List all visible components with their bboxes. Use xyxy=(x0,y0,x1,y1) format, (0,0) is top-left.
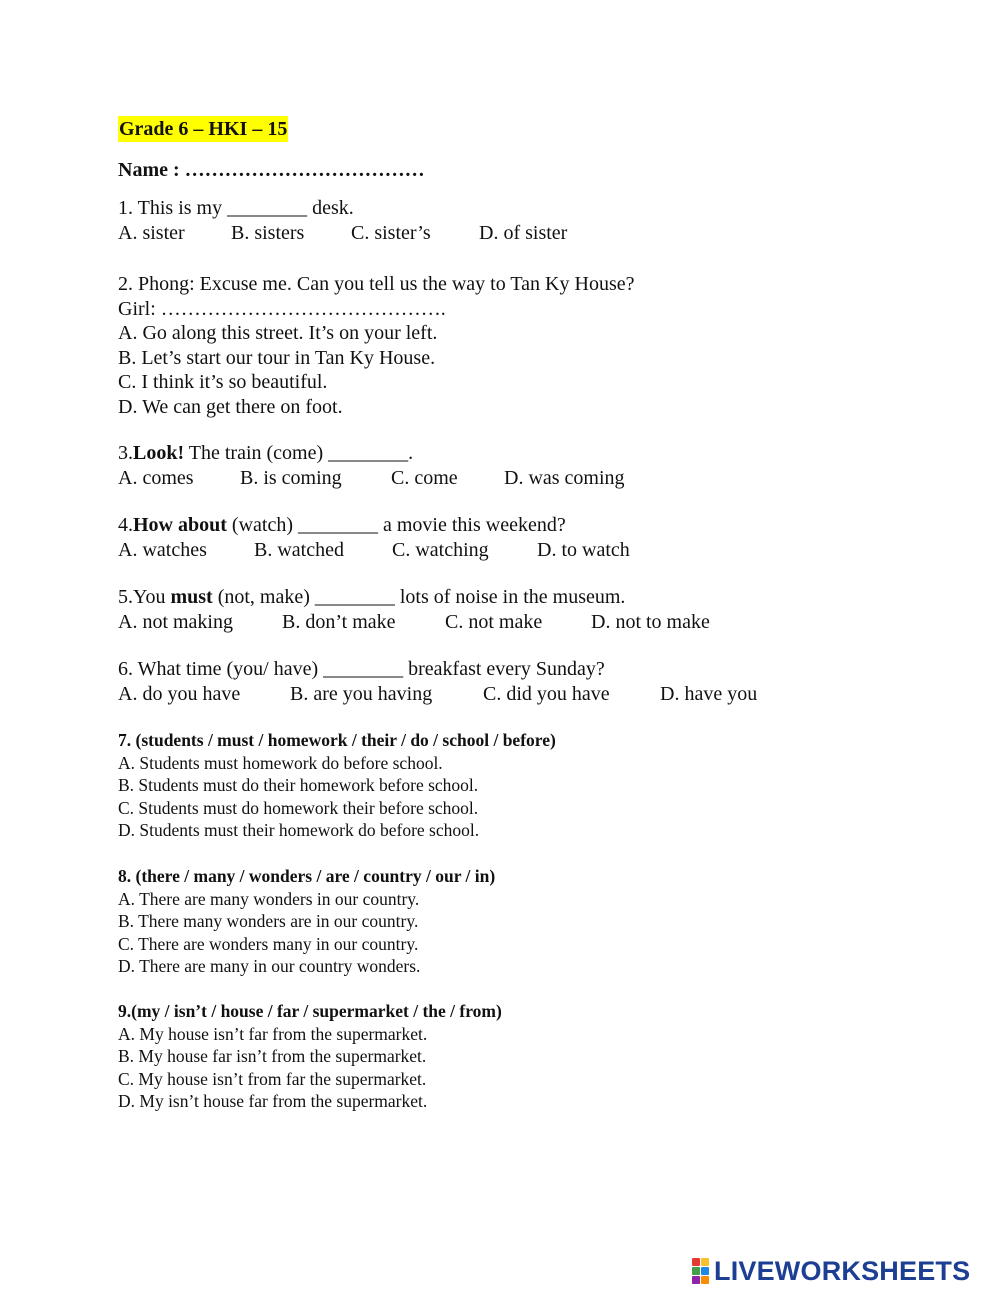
option-d[interactable]: D. not to make xyxy=(591,610,710,633)
question-4-keyword: How about xyxy=(133,514,227,536)
option-a[interactable]: A. Go along this street. It’s on your left. xyxy=(118,322,438,344)
option-d[interactable]: D. of sister xyxy=(479,221,568,244)
option-d[interactable]: D. have you xyxy=(660,682,758,705)
question-4-stem xyxy=(118,513,630,538)
question-5-keyword: must xyxy=(170,586,213,608)
option-b[interactable]: B. sisters xyxy=(231,221,305,244)
question-6 xyxy=(118,657,757,706)
option-a[interactable]: A. sister xyxy=(118,221,185,244)
option-d[interactable]: D. We can get there on foot. xyxy=(118,395,343,418)
option-c[interactable]: C. not make xyxy=(445,610,543,633)
question-5-stem xyxy=(118,585,710,610)
liveworksheets-logo-icon xyxy=(692,1258,710,1284)
option-c[interactable]: C. sister’s xyxy=(351,221,431,244)
option-c[interactable]: C. Students must do homework their before school. xyxy=(118,797,479,818)
option-c[interactable]: C. watching xyxy=(392,538,489,561)
logo-square-orange xyxy=(701,1276,709,1284)
question-1-stem: 1. This is my ________ desk. xyxy=(118,197,354,219)
question-4-text: (watch) ________ a movie this weekend? xyxy=(226,514,566,536)
option-a[interactable]: A. Students must homework do before school. xyxy=(118,752,443,773)
logo-square-blue xyxy=(701,1267,709,1275)
option-b[interactable]: B. Students must do their homework before school. xyxy=(118,775,479,795)
question-2-stem: 2. Phong: Excuse me. Can you tell us the way to Tan Ky House? xyxy=(118,273,635,295)
option-a[interactable]: A. do you have xyxy=(118,682,241,705)
option-c[interactable]: C. come xyxy=(391,466,458,489)
question-3 xyxy=(118,441,625,490)
liveworksheets-logo xyxy=(692,1256,970,1286)
question-3-text: The train (come) ________. xyxy=(184,442,414,464)
option-b[interactable]: B. There many wonders are in our country. xyxy=(118,911,419,931)
student-name-line: Name : ……………………………… xyxy=(118,159,425,181)
logo-square-yellow xyxy=(701,1258,709,1266)
logo-square-red xyxy=(692,1258,700,1266)
question-4 xyxy=(118,513,630,562)
option-d[interactable]: D. to watch xyxy=(537,538,630,561)
option-a[interactable]: A. comes xyxy=(118,466,194,489)
question-1-options xyxy=(118,221,567,246)
option-b[interactable]: B. watched xyxy=(254,538,344,561)
question-9 xyxy=(118,1000,502,1113)
option-d[interactable]: D. My isn’t house far from the supermarket. xyxy=(118,1091,428,1111)
question-5-text: (not, make) ________ lots of noise in the museum. xyxy=(212,586,626,608)
worksheet-title: Grade 6 – HKI – 15 xyxy=(119,118,288,140)
question-6-options xyxy=(118,682,757,707)
option-a[interactable]: A. not making xyxy=(118,610,233,633)
question-2-girl-line: Girl: ……………………………………. xyxy=(118,297,446,320)
question-4-number: 4. xyxy=(118,514,133,536)
option-b[interactable]: B. is coming xyxy=(240,466,342,489)
question-5-number: 5.You xyxy=(118,586,171,608)
question-4-options xyxy=(118,538,630,563)
question-3-number: 3. xyxy=(118,442,133,464)
question-3-options xyxy=(118,466,625,491)
question-5-options xyxy=(118,610,710,635)
question-3-keyword: Look! xyxy=(133,442,185,464)
option-c[interactable]: C. There are wonders many in our country. xyxy=(118,933,419,954)
question-5 xyxy=(118,585,710,634)
option-c[interactable]: C. I think it’s so beautiful. xyxy=(118,371,328,393)
question-7 xyxy=(118,729,556,842)
question-3-stem xyxy=(118,441,625,466)
logo-square-green xyxy=(692,1267,700,1275)
option-d[interactable]: D. was coming xyxy=(504,466,625,489)
option-b[interactable]: B. are you having xyxy=(290,682,433,705)
option-b[interactable]: B. don’t make xyxy=(282,610,396,633)
option-a[interactable]: A. My house isn’t far from the supermarket. xyxy=(118,1023,428,1044)
option-c[interactable]: C. did you have xyxy=(483,682,610,705)
logo-square-purple xyxy=(692,1276,700,1284)
liveworksheets-logo-text: LIVEWORKSHEETS xyxy=(714,1256,971,1286)
option-c[interactable]: C. My house isn’t from far the supermarket. xyxy=(118,1068,427,1089)
option-b[interactable]: B. My house far isn’t from the supermarket. xyxy=(118,1046,427,1066)
question-8-stem: 8. (there / many / wonders / are / country / our / in) xyxy=(118,866,496,886)
question-2 xyxy=(118,272,634,419)
question-1 xyxy=(118,196,567,245)
question-7-stem: 7. (students / must / homework / their / do / school / before) xyxy=(118,730,556,750)
option-d[interactable]: D. There are many in our country wonders. xyxy=(118,956,421,976)
option-d[interactable]: D. Students must their homework do before school. xyxy=(118,820,480,840)
option-b[interactable]: B. Let’s start our tour in Tan Ky House. xyxy=(118,346,436,369)
question-6-stem: 6. What time (you/ have) ________ breakfast every Sunday? xyxy=(118,658,605,680)
option-a[interactable]: A. watches xyxy=(118,538,207,561)
question-8 xyxy=(118,865,495,978)
question-9-stem: 9.(my / isn’t / house / far / supermarket / the / from) xyxy=(118,1001,502,1021)
option-a[interactable]: A. There are many wonders in our country. xyxy=(118,888,420,909)
